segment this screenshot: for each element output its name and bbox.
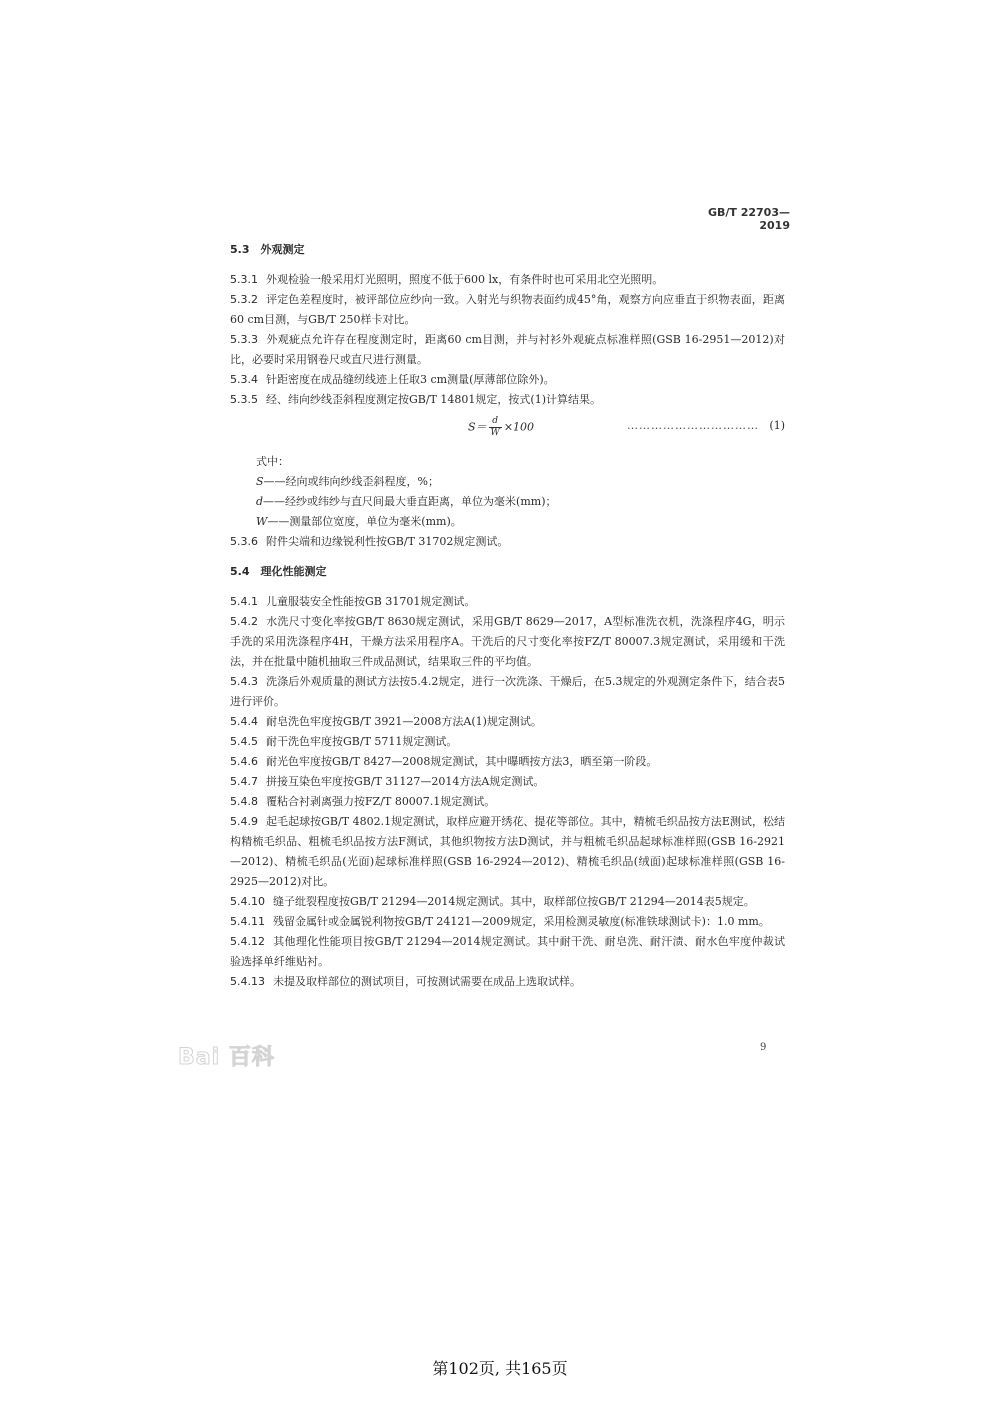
clause-text: 起毛起球按GB/T 4802.1规定测试，取样应避开绣花、提花等部位。其中，精梳毛织品按方法E测试，松结构精梳毛织品、粗梳毛织品按方法F测试，其他织物按方法D测试，并与粗梳毛织品起球标准样照(GSB 16-2921—2012)、精梳毛织品(光面)起球标准样照(GSB 16-2924—2012)、精梳毛织品(绒面)起球标准样照(GSB 16-2925—2012)对比。 [230,815,785,888]
variable-symbol: S [256,475,264,488]
clause-5-3-6 [230,532,785,552]
clause-5-4-11 [230,912,785,932]
document-body [230,240,785,992]
formula-leader-dots: …………………………… [627,419,759,432]
variable-definition [256,472,785,492]
equation-number: (1) [769,419,785,432]
clause-text: 水洗尺寸变化率按GB/T 8630规定测试，采用GB/T 8629—2017，A型标准洗衣机，洗涤程序4G，明示手洗的采用洗涤程序4H，干燥方法采用程序A。干洗后的尺寸变化率按FZ/T 80007.3规定测试，采用缓和干洗法，并在批量中随机抽取三件成品测试，结果取三件的平均值。 [230,615,785,668]
clause-5-4-3 [230,672,785,712]
page-number: 9 [760,1042,767,1053]
fraction [489,416,502,439]
clause-text: 外观检验一般采用灯光照明，照度不低于600 lx，有条件时也可采用北空光照明。 [266,273,664,286]
clause-text: 评定色差程度时，被评部位应纱向一致。入射光与织物表面约成45°角，观察方向应垂直于织物表面，距离60 cm目测，与GB/T 250样卡对比。 [230,293,785,326]
clause-5-3-1 [230,270,785,290]
variable-symbol: W [256,515,268,528]
variable-definition [256,492,785,512]
clause-number: 5.4.13 [230,975,265,988]
baidu-watermark: Bai 百科 [178,1045,275,1070]
clause-5-4-8 [230,792,785,812]
clause-text: 未提及取样部位的测试项目，可按测试需要在成品上选取试样。 [273,975,581,988]
clause-number: 5.3.5 [230,393,258,406]
clause-number: 5.3.4 [230,373,258,386]
clause-5-3-2 [230,290,785,330]
where-label: 式中： [256,455,289,468]
clause-number: 5.4.10 [230,895,265,908]
clause-number: 5.3.1 [230,273,258,286]
clause-text: 外观疵点允许存在程度测定时，距离60 cm目测，并与衬衫外观疵点标准样照(GSB 16-2951—2012)对比，必要时采用钢卷尺或直尺进行测量。 [230,333,785,366]
formula-expression [468,416,534,439]
clause-number: 5.4.4 [230,715,258,728]
variable-description: ——经向或纬向纱线歪斜程度，%； [263,475,439,488]
clause-number: 5.4.1 [230,595,258,608]
variable-symbol: d [256,495,264,508]
clause-number: 5.4.2 [230,615,258,628]
clause-5-4-12 [230,932,785,972]
clause-text: 残留金属针或金属锐利物按GB/T 24121—2009规定，采用检测灵敏度(标准铁球测试卡)：1.0 mm。 [273,915,770,928]
clause-number: 5.3.3 [230,333,258,346]
page-counter-footer: 第102页, 共165页 [432,1359,568,1378]
clause-text: 拼接互染色牢度按GB/T 31127—2014方法A规定测试。 [266,775,545,788]
clause-text: 覆粘合衬剥离强力按FZ/T 80007.1规定测试。 [266,795,496,808]
clause-number: 5.4.6 [230,755,258,768]
clause-5-3-4 [230,370,785,390]
clause-5-4-9 [230,812,785,892]
clause-5-4-2 [230,612,785,672]
clause-5-4-7 [230,772,785,792]
clause-5-4-10 [230,892,785,912]
clause-text: 附件尖端和边缘锐利性按GB/T 31702规定测试。 [266,535,509,548]
clause-text: 耐干洗色牢度按GB/T 5711规定测试。 [266,735,458,748]
clause-5-3-3 [230,330,785,370]
clause-number: 5.3.2 [230,293,258,306]
clause-number: 5.3.6 [230,535,258,548]
variable-description: ——经纱或纬纱与直尺间最大垂直距离，单位为毫米(mm)； [263,495,557,508]
clause-text: 经、纬向纱线歪斜程度测定按GB/T 14801规定，按式(1)计算结果。 [266,393,601,406]
formula-lhs: S＝ [468,420,487,434]
clause-5-4-1 [230,592,785,612]
formula-1 [230,412,785,446]
fraction-numerator: d [489,416,502,428]
variable-description: ——测量部位宽度，单位为毫米(mm)。 [267,515,462,528]
clause-number: 5.4.7 [230,775,258,788]
clause-5-4-4 [230,712,785,732]
clause-number: 5.4.8 [230,795,258,808]
clause-5-4-13 [230,972,785,992]
clause-number: 5.4.12 [230,935,265,948]
clause-text: 针距密度在成品缝纫线迹上任取3 cm测量(厚薄部位除外)。 [266,373,555,386]
variable-definition [256,512,785,532]
clause-number: 5.4.11 [230,915,265,928]
clause-5-4-6 [230,752,785,772]
clause-number: 5.4.3 [230,675,258,688]
clause-5-4-5 [230,732,785,752]
clause-number: 5.4.5 [230,735,258,748]
fraction-denominator: W [490,428,500,438]
clause-text: 耐光色牢度按GB/T 8427—2008规定测试，其中曝晒按方法3，晒至第一阶段。 [266,755,658,768]
clause-text: 耐皂洗色牢度按GB/T 3921—2008方法A(1)规定测试。 [266,715,542,728]
standard-number: GB/T 22703—2019 [707,206,790,232]
clause-text: 儿童服装安全性能按GB 31701规定测试。 [266,595,476,608]
section-heading-5-4: 5.4 理化性能测定 [230,565,327,578]
section-heading-5-3: 5.3 外观测定 [230,243,305,256]
clause-text: 缝子纰裂程度按GB/T 21294—2014规定测试。其中，取样部位按GB/T 21294—2014表5规定。 [273,895,755,908]
clause-text: 其他理化性能项目按GB/T 21294—2014规定测试。其中耐干洗、耐皂洗、耐汗渍、耐水色牢度仲裁试验选择单纤维贴衬。 [230,935,785,968]
clause-text: 洗涤后外观质量的测试方法按5.4.2规定，进行一次洗涤、干燥后，在5.3规定的外观测定条件下，结合表5进行评价。 [230,675,785,708]
clause-5-3-5 [230,390,785,410]
clause-number: 5.4.9 [230,815,258,828]
formula-rhs: ×100 [503,420,535,434]
